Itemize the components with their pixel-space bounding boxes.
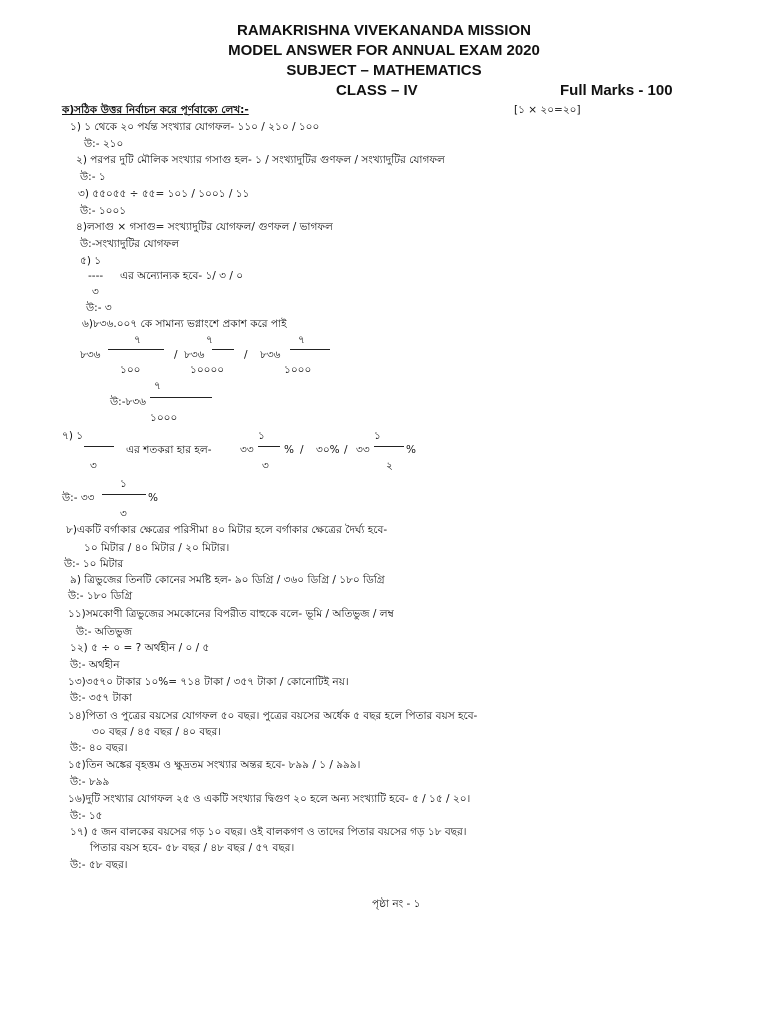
q6-opt1-fraction-bar bbox=[108, 349, 164, 350]
q6-opt3-numerator: ৭ bbox=[298, 334, 305, 346]
answer-14: উ:- ৪০ বছর। bbox=[70, 742, 128, 754]
header-subject: SUBJECT – MATHEMATICS bbox=[286, 62, 482, 79]
question-17-line2: পিতার বয়স হবে- ৫৮ বছর / ৪৮ বছর / ৫৭ বছর। bbox=[90, 842, 295, 854]
answer-7-percent: % bbox=[148, 492, 158, 504]
answer-17: উ:- ৫৮ বছর। bbox=[70, 859, 128, 871]
answer-4: উ:-সংখ্যাদুটির যোগফল bbox=[80, 238, 180, 250]
question-7-denominator: ৩ bbox=[90, 460, 97, 472]
q7-fraction-bar bbox=[84, 446, 114, 447]
question-13: ১৩)৩৫৭০ টাকার ১০%= ৭১৪ টাকা / ৩৫৭ টাকা / কোনোটিই নয়। bbox=[68, 676, 349, 688]
q7-opt3-bar bbox=[374, 446, 404, 447]
q6-opt1-denominator: ১০০ bbox=[120, 364, 141, 376]
q7-opt1-percent: % bbox=[284, 444, 294, 456]
answer-6-denominator: ১০০০ bbox=[150, 412, 178, 424]
question-3: ৩) ৫৫০৫৫ ÷ ৫৫= ১০১ / ১০০১ / ১১ bbox=[78, 188, 250, 200]
answer-5: উ:- ৩ bbox=[86, 302, 112, 314]
answer-7-fraction-bar bbox=[102, 494, 146, 495]
q6-opt3-whole: ৮৩৬ bbox=[260, 349, 281, 361]
q6-separator-1: / bbox=[174, 349, 178, 361]
question-16: ১৬)দুটি সংখ্যার যোগফল ২৫ ও একটি সংখ্যার দ্বিগুণ ২০ হলে অন্য সংখ্যাটি হবে- ৫ / ১৫ / ২০। bbox=[68, 793, 471, 805]
section-title: ক)সঠিক উত্তর নির্বাচন করে পূর্ণবাক্যে লেখ:- bbox=[62, 104, 249, 116]
question-14-options: ৩০ বছর / ৪৫ বছর / ৪০ বছর। bbox=[92, 726, 222, 738]
answer-6-prefix: উ:-৮৩৬ bbox=[110, 396, 146, 408]
answer-16: উ:- ১৫ bbox=[70, 810, 103, 822]
q7-opt3-percent: % bbox=[406, 444, 416, 456]
answer-7-numerator: ১ bbox=[120, 478, 127, 490]
header-exam-title: MODEL ANSWER FOR ANNUAL EXAM 2020 bbox=[228, 42, 540, 59]
q7-opt1-whole: ৩৩ bbox=[240, 444, 254, 456]
question-7-label: ৭) ১ bbox=[62, 430, 84, 442]
q7-opt1-bar bbox=[258, 446, 280, 447]
header-mission-name: RAMAKRISHNA VIVEKANANDA MISSION bbox=[237, 22, 531, 39]
question-2: ২) পরপর দুটি মৌলিক সংখ্যার গসাগু হল- ১ / সংখ্যাদুটির গুণফল / সংখ্যাদুটির যোগফল bbox=[76, 154, 445, 166]
answer-12: উ:- অর্থহীন bbox=[70, 659, 120, 671]
q7-opt3-denominator: ২ bbox=[386, 460, 393, 472]
answer-7-denominator: ৩ bbox=[120, 508, 127, 520]
answer-13: উ:- ৩৫৭ টাকা bbox=[70, 692, 132, 704]
q7-separator-2: / bbox=[344, 444, 348, 456]
q7-separator-1: / bbox=[300, 444, 304, 456]
question-5-text: এর অন্যোন্যক হবে- ১/ ৩ / ০ bbox=[120, 270, 244, 282]
q7-opt2: ৩০% bbox=[316, 444, 340, 456]
question-14: ১৪)পিতা ও পুত্রের বয়সের যোগফল ৫০ বছর। পুত্রের বয়সের অর্ধেক ৫ বছর হলে পিতার বয়স হবে- bbox=[68, 710, 478, 722]
q6-opt2-whole: ৮৩৬ bbox=[184, 349, 205, 361]
q6-opt1-whole: ৮৩৬ bbox=[80, 349, 101, 361]
answer-11: উ:- অতিভুজ bbox=[76, 626, 133, 638]
question-7-text: এর শতকরা হার হল- bbox=[126, 444, 212, 456]
answer-7-prefix: উ:- ৩৩ bbox=[62, 492, 95, 504]
question-5-bar: ---- bbox=[88, 270, 104, 282]
header-class: CLASS – IV bbox=[336, 82, 418, 99]
answer-6-fraction-bar bbox=[150, 397, 212, 398]
question-9: ৯) ত্রিভুজের তিনটি কোনের সমষ্টি হল- ৯০ ডিগ্রি / ৩৬০ ডিগ্রি / ১৮০ ডিগ্রি bbox=[70, 574, 385, 586]
page-number: পৃষ্ঠা নং - ১ bbox=[372, 898, 421, 910]
q6-separator-2: / bbox=[244, 349, 248, 361]
answer-2: উ:- ১ bbox=[80, 171, 106, 183]
q6-opt2-fraction-bar bbox=[212, 349, 234, 350]
q6-opt3-fraction-bar bbox=[290, 349, 330, 350]
question-12: ১২) ৫ ÷ ০ = ? অর্থহীন / ০ / ৫ bbox=[70, 642, 210, 654]
question-15: ১৫)তিন অঙ্কের বৃহত্তম ও ক্ষুদ্রতম সংখ্যার অন্তর হবে- ৮৯৯ / ১ / ৯৯৯। bbox=[68, 759, 361, 771]
answer-9: উ:- ১৮০ ডিগ্রি bbox=[68, 590, 133, 602]
section-marks: [১ × ২০=২০] bbox=[514, 104, 581, 116]
answer-1: উ:- ২১০ bbox=[84, 138, 124, 150]
question-11: ১১)সমকোণী ত্রিভুজের সমকোনের বিপরীত বাহুকে বলে- ভূমি / অতিভুজ / লম্ব bbox=[68, 608, 394, 620]
q6-opt1-numerator: ৭ bbox=[134, 334, 141, 346]
answer-3: উ:- ১০০১ bbox=[80, 205, 127, 217]
question-8-options: ১০ মিটার / ৪০ মিটার / ২০ মিটার। bbox=[84, 542, 230, 554]
question-17: ১৭) ৫ জন বালকের বয়সের গড় ১০ বছর। ওই বালকগণ ও তাদের পিতার বয়সের গড় ১৮ বছর। bbox=[70, 826, 467, 838]
question-4: ৪)লসাগু × গসাগু= সংখ্যাদুটির যোগফল/ গুণফল / ভাগফল bbox=[76, 221, 333, 233]
answer-15: উ:- ৮৯৯ bbox=[70, 776, 110, 788]
header-full-marks: Full Marks - 100 bbox=[560, 82, 673, 99]
q6-opt2-numerator: ৭ bbox=[206, 334, 213, 346]
q6-opt3-denominator: ১০০০ bbox=[284, 364, 312, 376]
question-5-numerator: ৫) ১ bbox=[80, 255, 102, 267]
question-1: ১) ১ থেকে ২০ পর্যন্ত সংখ্যার যোগফল- ১১০ / ২১০ / ১০০ bbox=[70, 121, 320, 133]
question-6: ৬)৮৩৬.০০৭ কে সামান্য ভগ্নাংশে প্রকাশ করে পাই bbox=[82, 318, 287, 330]
answer-6-numerator: ৭ bbox=[154, 380, 161, 392]
q6-opt2-denominator: ১০০০০ bbox=[190, 364, 225, 376]
answer-8: উ:- ১০ মিটার bbox=[64, 558, 124, 570]
q7-opt1-denominator: ৩ bbox=[262, 460, 269, 472]
q7-opt3-whole: ৩৩ bbox=[356, 444, 370, 456]
q7-opt1-numerator: ১ bbox=[258, 430, 265, 442]
q7-opt3-numerator: ১ bbox=[374, 430, 381, 442]
question-5-denominator: ৩ bbox=[92, 286, 99, 298]
question-8: ৮)একটি বর্গাকার ক্ষেত্রের পরিসীমা ৪০ মিটার হলে বর্গাকার ক্ষেত্রের দৈর্ঘ্য হবে- bbox=[66, 524, 388, 536]
